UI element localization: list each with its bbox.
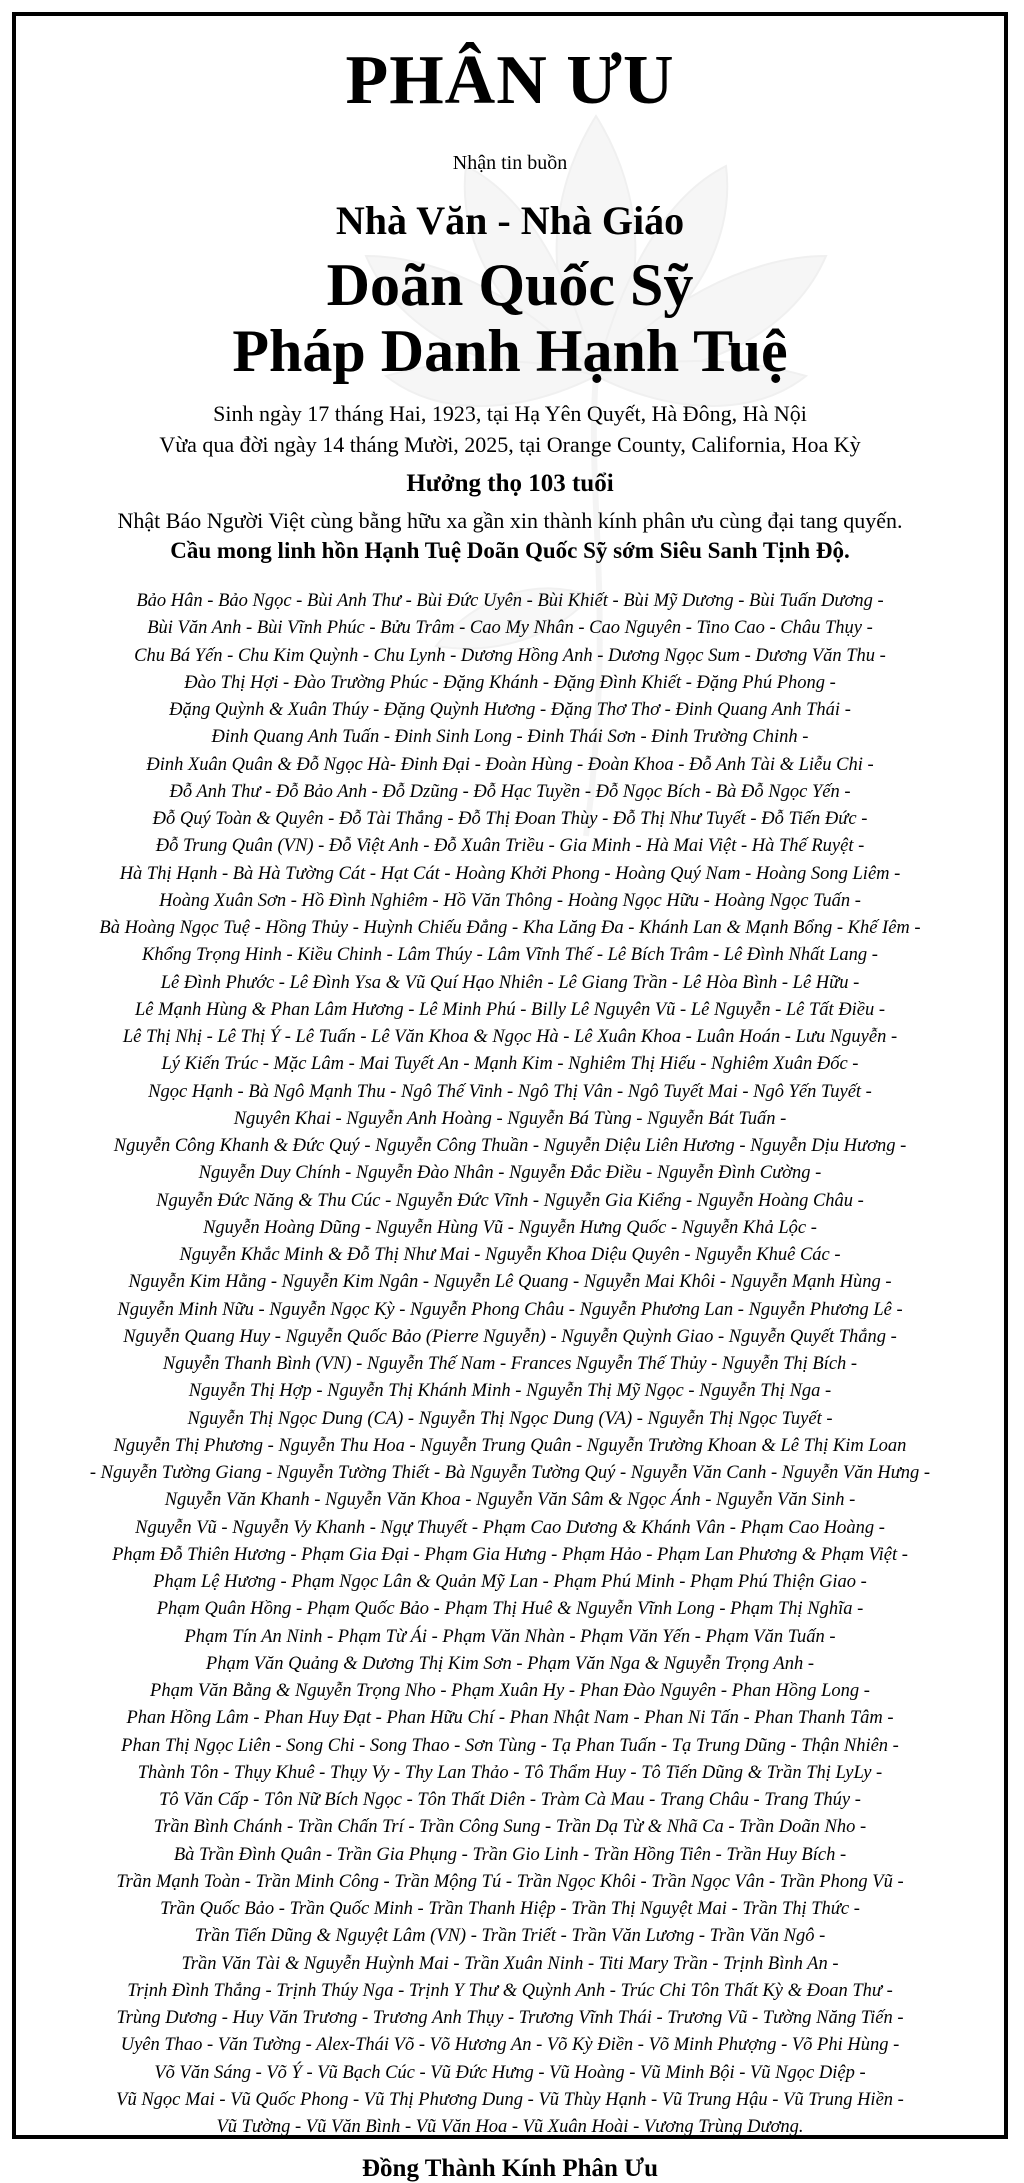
mourner-line: Bùi Văn Anh - Bùi Vĩnh Phúc - Bửu Trâm - Cao My Nhân - Cao Nguyên - Tino Cao - Châu Thụy - xyxy=(147,618,873,639)
mourner-line: Đào Thị Hợi - Đào Trường Phúc - Đặng Khánh - Đặng Đình Khiết - Đặng Phú Phong - xyxy=(184,672,836,693)
notice-title: PHÂN ƯU xyxy=(345,42,675,119)
notice-intro: Nhận tin buồn xyxy=(452,152,568,174)
mourner-line: Hà Thị Hạnh - Bà Hà Tường Cát - Hạt Cát - Hoàng Khởi Phong - Hoàng Quý Nam - Hoàng Song Liêm - xyxy=(119,863,901,884)
mourner-line: Đỗ Quý Toàn & Quyên - Đỗ Tài Thắng - Đỗ Thị Đoan Thùy - Đỗ Thị Như Tuyết - Đỗ Tiến Đức - xyxy=(152,809,868,829)
mourner-line: Trùng Dương - Huy Văn Trương - Trương Anh Thụy - Trương Vĩnh Thái - Trương Vũ - Tường Năng Tiến - xyxy=(116,2008,904,2028)
mourner-line: Thành Tôn - Thụy Khuê - Thụy Vy - Thy Lan Thảo - Tô Thẩm Huy - Tô Tiến Dũng & Trần Thị LyLy - xyxy=(137,1762,883,1783)
mourner-line: Lê Thị Nhị - Lê Thị Ý - Lê Tuấn - Lê Văn Khoa & Ngọc Hà - Lê Xuân Khoa - Luân Hoán - Lưu Nguyễn - xyxy=(122,1027,898,1047)
mourner-line: Phạm Đỗ Thiên Hương - Phạm Gia Đại - Phạm Gia Hưng - Phạm Hảo - Phạm Lan Phương & Phạm Việt - xyxy=(112,1544,908,1565)
mourner-line: Phạm Văn Bằng & Nguyễn Trọng Nho - Phạm Xuân Hy - Phan Đào Nguyên - Phan Hồng Long - xyxy=(150,1681,870,1701)
mourner-line: Phan Hồng Lâm - Phan Huy Đạt - Phan Hữu Chí - Phan Nhật Nam - Phan Ni Tấn - Phan Thanh Tâm - xyxy=(126,1708,894,1729)
mourner-line: Trần Bình Chánh - Trần Chấn Trí - Trần Công Sung - Trần Dạ Từ & Nhã Ca - Trần Doãn Nho - xyxy=(153,1817,867,1838)
mourner-line: Trần Tiến Dũng & Nguyệt Lâm (VN) - Trần Triết - Trần Văn Lương - Trần Văn Ngô - xyxy=(194,1926,826,1947)
mourner-line: Nguyễn Hoàng Dũng - Nguyễn Hùng Vũ - Nguyễn Hưng Quốc - Nguyễn Khả Lộc - xyxy=(203,1217,817,1238)
mourner-line: Nguyễn Công Khanh & Đức Quý - Nguyễn Công Thuần - Nguyễn Diệu Liên Hương - Nguyễn Dịu Hương - xyxy=(113,1136,907,1156)
mourner-line: Đỗ Anh Thư - Đỗ Bảo Anh - Đỗ Dzũng - Đỗ Hạc Tuyền - Đỗ Ngọc Bích - Bà Đỗ Ngọc Yến - xyxy=(169,781,851,802)
mourner-line: Nguyễn Duy Chính - Nguyễn Đào Nhân - Nguyễn Đắc Điều - Nguyễn Đình Cường - xyxy=(198,1163,822,1184)
mourner-line: Nguyễn Khắc Minh & Đỗ Thị Như Mai - Nguyễn Khoa Diệu Quyên - Nguyễn Khuê Các - xyxy=(179,1245,841,1265)
deceased-dharma-name: Pháp Danh Hạnh Tuệ xyxy=(232,318,788,384)
age-at-death: Hưởng thọ 103 tuổi xyxy=(406,470,614,497)
mourner-line: Vũ Tường - Vũ Văn Bình - Vũ Văn Hoa - Vũ Xuân Hoài - Vương Trùng Dương. xyxy=(216,2117,804,2137)
mourner-line: Nguyễn Thanh Bình (VN) - Nguyễn Thế Nam - Frances Nguyễn Thế Thủy - Nguyễn Thị Bích - xyxy=(162,1354,858,1374)
death-info: Vừa qua đời ngày 14 tháng Mười, 2025, tại Orange County, California, Hoa Kỳ xyxy=(159,432,861,457)
mourner-line: Nguyễn Minh Nữu - Nguyễn Ngọc Kỳ - Nguyễn Phong Châu - Nguyễn Phương Lan - Nguyễn Phương Lê - xyxy=(117,1299,903,1320)
mourner-line: Võ Văn Sáng - Võ Ý - Vũ Bạch Cúc - Vũ Đức Hưng - Vũ Hoàng - Vũ Minh Bội - Vũ Ngọc Diệp - xyxy=(154,2062,866,2083)
prayer-line: Cầu mong linh hồn Hạnh Tuệ Doãn Quốc Sỹ sớm Siêu Sanh Tịnh Độ. xyxy=(170,538,850,563)
mourner-line: Nguyễn Quang Huy - Nguyễn Quốc Bảo (Pierre Nguyễn) - Nguyễn Quỳnh Giao - Nguyễn Quyết Thắng - xyxy=(123,1326,897,1347)
mourner-line: Đinh Quang Anh Tuấn - Đinh Sinh Long - Đinh Thái Sơn - Đinh Trường Chinh - xyxy=(211,727,809,748)
mourner-line: Trịnh Đình Thắng - Trịnh Thúy Nga - Trịnh Y Thư & Quỳnh Anh - Trúc Chi Tôn Thất Kỳ & Đoan Thư - xyxy=(127,1980,893,2001)
mourner-line: Uyên Thao - Văn Tường - Alex-Thái Võ - Võ Hương An - Võ Kỳ Điền - Võ Minh Phượng - Võ Phi Hùng - xyxy=(120,2035,900,2056)
obituary-notice xyxy=(12,12,1008,2183)
mourner-line: Phạm Tín An Ninh - Phạm Từ Ái - Phạm Văn Nhàn - Phạm Văn Yến - Phạm Văn Tuấn - xyxy=(184,1626,836,1647)
mourner-line: Nguyễn Kim Hằng - Nguyễn Kim Ngân - Nguyễn Lê Quang - Nguyễn Mai Khôi - Nguyễn Mạnh Hùng - xyxy=(128,1272,892,1293)
mourner-list xyxy=(16,588,1004,2141)
deceased-name: Doãn Quốc Sỹ xyxy=(326,252,694,318)
mourner-line: Lý Kiến Trúc - Mặc Lâm - Mai Tuyết An - Mạnh Kim - Nghiêm Thị Hiếu - Nghiêm Xuân Đốc - xyxy=(161,1054,859,1075)
mourner-line: Nguyên Khai - Nguyễn Anh Hoàng - Nguyễn Bá Tùng - Nguyễn Bát Tuấn - xyxy=(233,1108,787,1129)
mourner-line: Nguyễn Vũ - Nguyễn Vy Khanh - Ngự Thuyết - Phạm Cao Dương & Khánh Vân - Phạm Cao Hoàng - xyxy=(135,1517,885,1538)
mourner-line: Lê Đình Phước - Lê Đình Ysa & Vũ Quí Hạo Nhiên - Lê Giang Trần - Lê Hòa Bình - Lê Hữu - xyxy=(160,972,860,993)
mourner-line: Phạm Văn Quảng & Dương Thị Kim Sơn - Phạm Văn Nga & Nguyễn Trọng Anh - xyxy=(205,1653,815,1674)
mourner-line: Trần Quốc Bảo - Trần Quốc Minh - Trần Thanh Hiệp - Trần Thị Nguyệt Mai - Trần Thị Thức - xyxy=(160,1899,860,1919)
deceased-role: Nhà Văn - Nhà Giáo xyxy=(335,198,685,243)
mourner-line: Trần Mạnh Toàn - Trần Minh Công - Trần Mộng Tú - Trần Ngọc Khôi - Trần Ngọc Vân - Trần Phong Vũ - xyxy=(116,1871,904,1892)
mourner-line: Khổng Trọng Hinh - Kiều Chinh - Lâm Thúy - Lâm Vĩnh Thế - Lê Bích Trâm - Lê Đình Nhất Lang - xyxy=(142,945,878,966)
mourner-line: Bà Trần Đình Quân - Trần Gia Phụng - Trần Gio Linh - Trần Hồng Tiên - Trần Huy Bích - xyxy=(173,1844,847,1865)
mourner-line: - Nguyễn Tường Giang - Nguyễn Tường Thiết - Bà Nguyễn Tường Quý - Nguyễn Văn Canh - Nguyễn Văn Hưng - xyxy=(89,1463,931,1483)
birth-info: Sinh ngày 17 tháng Hai, 1923, tại Hạ Yên Quyết, Hà Đông, Hà Nội xyxy=(213,401,807,426)
mourner-line: Phan Thị Ngọc Liên - Song Chi - Song Thao - Sơn Tùng - Tạ Phan Tuấn - Tạ Trung Dũng - Thận Nhiên - xyxy=(121,1735,899,1756)
mourner-line: Đặng Quỳnh & Xuân Thúy - Đặng Quỳnh Hương - Đặng Thơ Thơ - Đinh Quang Anh Thái - xyxy=(169,700,851,720)
mourner-line: Phạm Quân Hồng - Phạm Quốc Bảo - Phạm Thị Huê & Nguyễn Vĩnh Long - Phạm Thị Nghĩa - xyxy=(156,1599,864,1620)
mourner-line: Vũ Ngọc Mai - Vũ Quốc Phong - Vũ Thị Phương Dung - Vũ Thùy Hạnh - Vũ Trung Hậu - Vũ Trung Hiền - xyxy=(116,2089,904,2110)
mourner-line: Đinh Xuân Quân & Đỗ Ngọc Hà- Đinh Đại - Đoàn Hùng - Đoàn Khoa - Đỗ Anh Tài & Liễu Chi - xyxy=(146,754,874,775)
mourner-line: Phạm Lệ Hương - Phạm Ngọc Lân & Quản Mỹ Lan - Phạm Phú Minh - Phạm Phú Thiện Giao - xyxy=(153,1572,867,1592)
mourner-line: Nguyễn Thị Hợp - Nguyễn Thị Khánh Minh - Nguyễn Thị Mỹ Ngọc - Nguyễn Thị Nga - xyxy=(188,1381,832,1402)
mourner-line: Hoàng Xuân Sơn - Hồ Đình Nghiêm - Hồ Văn Thông - Hoàng Ngọc Hữu - Hoàng Ngọc Tuấn - xyxy=(159,890,861,911)
closing-line: Đồng Thành Kính Phân Ưu xyxy=(362,2155,658,2183)
condolence-message: Nhật Báo Người Việt cùng bằng hữu xa gần xin thành kính phân ưu cùng đại tang quyến. xyxy=(117,508,903,533)
mourner-line: Bà Hoàng Ngọc Tuệ - Hồng Thủy - Huỳnh Chiếu Đẳng - Kha Lăng Đa - Khánh Lan & Mạnh Bổng - Khế Iêm - xyxy=(99,918,921,938)
mourner-line: Đỗ Trung Quân (VN) - Đỗ Việt Anh - Đỗ Xuân Triều - Gia Minh - Hà Mai Việt - Hà Thế Ruyệt - xyxy=(155,836,865,857)
mourner-line: Nguyễn Thị Phương - Nguyễn Thu Hoa - Nguyễn Trung Quân - Nguyễn Trường Khoan & Lê Thị Kim Loan xyxy=(113,1435,907,1456)
mourner-line: Lê Mạnh Hùng & Phan Lâm Hương - Lê Minh Phú - Billy Lê Nguyên Vũ - Lê Nguyễn - Lê Tất Điều - xyxy=(134,999,886,1020)
mourner-line: Trần Văn Tài & Nguyễn Huỳnh Mai - Trần Xuân Ninh - Titi Mary Trần - Trịnh Bình An - xyxy=(181,1953,839,1974)
mourner-line: Bảo Hân - Bảo Ngọc - Bùi Anh Thư - Bùi Đức Uyên - Bùi Khiết - Bùi Mỹ Dương - Bùi Tuấn Dương - xyxy=(136,591,884,611)
mourner-line: Nguyễn Văn Khanh - Nguyễn Văn Khoa - Nguyễn Văn Sâm & Ngọc Ánh - Nguyễn Văn Sinh - xyxy=(164,1490,856,1511)
mourner-line: Ngọc Hạnh - Bà Ngô Mạnh Thu - Ngô Thế Vinh - Ngô Thị Vân - Ngô Tuyết Mai - Ngô Yến Tuyết - xyxy=(148,1081,872,1102)
mourner-line: Tô Văn Cấp - Tôn Nữ Bích Ngọc - Tôn Thất Diên - Tràm Cà Mau - Trang Châu - Trang Thúy - xyxy=(159,1790,861,1810)
mourner-line: Nguyễn Thị Ngọc Dung (CA) - Nguyễn Thị Ngọc Dung (VA) - Nguyễn Thị Ngọc Tuyết - xyxy=(187,1408,833,1429)
mourner-line: Nguyễn Đức Năng & Thu Cúc - Nguyễn Đức Vĩnh - Nguyễn Gia Kiểng - Nguyễn Hoàng Châu - xyxy=(156,1190,864,1211)
mourner-line: Chu Bá Yến - Chu Kim Quỳnh - Chu Lynh - Dương Hồng Anh - Dương Ngọc Sum - Dương Văn Thu - xyxy=(134,645,886,666)
